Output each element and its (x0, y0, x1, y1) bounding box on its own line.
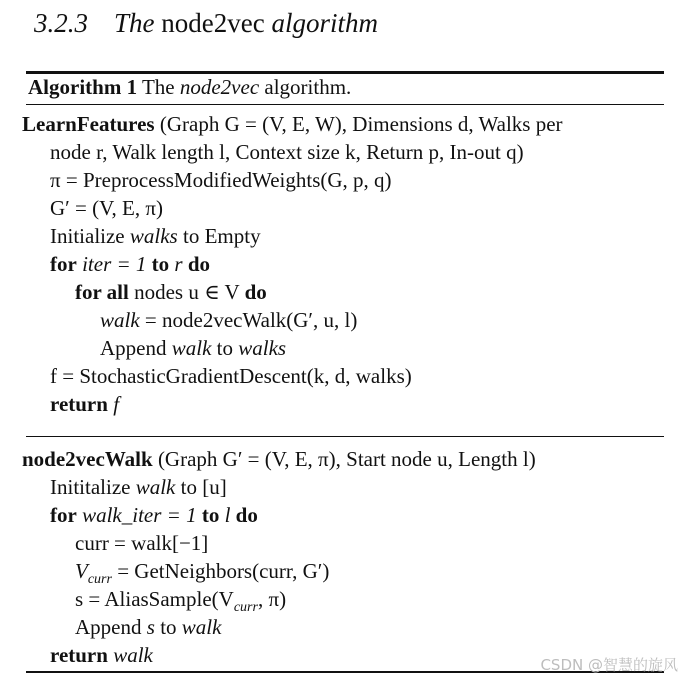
walk-assign-line: walk = node2vecWalk(G′, u, l) (100, 308, 358, 332)
for-all-nodes-line: for all nodes u ∈ V do (75, 280, 267, 304)
append-s-line: Append s to walk (75, 615, 222, 639)
for-iter-line: for iter = 1 to r do (50, 252, 211, 276)
procedure-separator-rule (26, 436, 664, 437)
return-walk-line: return walk (50, 643, 153, 667)
curr-line: curr = walk[−1] (75, 531, 209, 555)
return-f-line: return f (50, 392, 120, 416)
learnfeatures-signature-cont: node r, Walk length l, Context size k, Return p, In-out q) (50, 140, 524, 164)
section-number: 3.2.3 (34, 8, 88, 38)
section-heading: 3.2.3 The node2vec algorithm (34, 8, 378, 38)
for-walk-iter-line: for walk_iter = 1 to l do (50, 503, 258, 527)
section-title-node2vec: node2vec (161, 8, 265, 38)
caption-rule (26, 104, 664, 105)
vcurr-line: $V_{curr}$ = GetNeighbors(curr, G′) (75, 559, 330, 588)
algorithm-caption: Algorithm 1 The node2vec algorithm. (28, 75, 352, 99)
node2vecwalk-signature: node2vecWalk (Graph G′ = (V, E, π), Start node u, Length l) (22, 447, 536, 471)
learnfeatures-signature: LearnFeatures (Graph G = (V, E, W), Dimensions d, Walks per (22, 112, 563, 136)
append-walk-line: Append walk to walks (100, 336, 287, 360)
initialize-walks-line: Initialize walks to Empty (50, 224, 261, 248)
sgd-line: f = StochasticGradientDescent(k, d, walks) (50, 364, 412, 388)
preprocess-line: π = PreprocessModifiedWeights(G, p, q) (50, 168, 392, 192)
top-rule (26, 71, 664, 74)
init-walk-line: Inititalize walk to [u] (50, 475, 227, 499)
csdn-watermark: CSDN @智慧的旋风 (540, 656, 678, 674)
graph-prime-line: G′ = (V, E, π) (50, 196, 163, 220)
alias-sample-line: $s = AliasSample(V_{curr}$, π) (75, 587, 287, 616)
